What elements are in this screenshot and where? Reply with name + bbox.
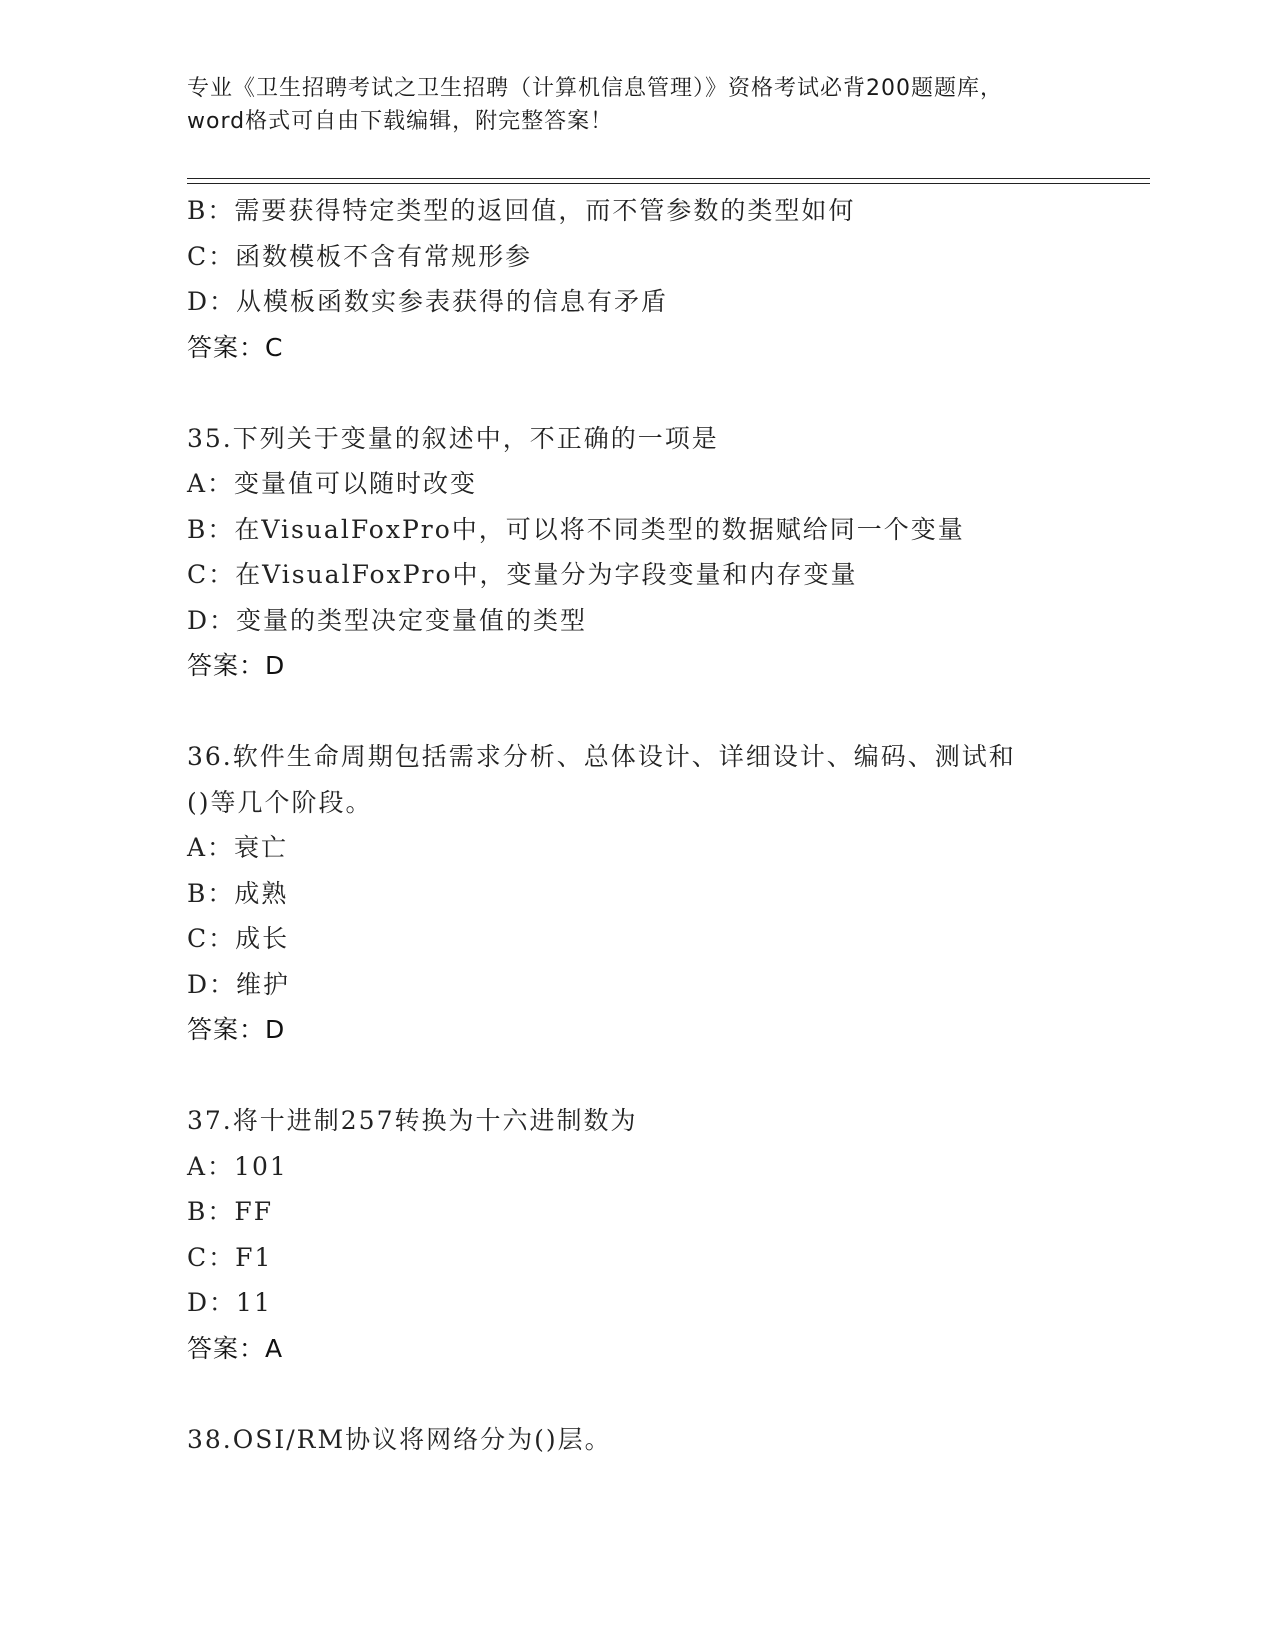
- q36-option-a: A：衰亡: [187, 833, 289, 862]
- q36-answer: 答案：D: [187, 1015, 286, 1044]
- spacer: [187, 689, 1127, 735]
- q37-option-c: C：F1: [187, 1242, 273, 1272]
- q36-option-b: B：成熟: [187, 878, 289, 908]
- question-37-block: [187, 1098, 1127, 1371]
- q34-option-d: D：从模板函数实参表获得的信息有矛盾: [187, 287, 669, 316]
- q34-option-c: C：函数模板不含有常规形参: [187, 241, 533, 271]
- spacer: [187, 370, 1127, 416]
- spacer: [187, 1053, 1127, 1099]
- q37-option-d: D：11: [187, 1288, 272, 1317]
- q35-option-c: C：在VisualFoxPro中，变量分为字段变量和内存变量: [187, 560, 858, 589]
- header-divider-top: [187, 178, 1150, 179]
- document-header: [187, 72, 1087, 138]
- q34-answer: 答案：C: [187, 332, 284, 362]
- spacer: [187, 1371, 1127, 1417]
- q35-option-a: A：变量值可以随时改变: [187, 469, 478, 498]
- question-38-block: [187, 1417, 1127, 1463]
- q34-option-b: B：需要获得特定类型的返回值，而不管参数的类型如何: [187, 196, 856, 225]
- document-body: [187, 188, 1127, 1462]
- q35-answer: 答案：D: [187, 651, 286, 680]
- question-36-block: [187, 734, 1127, 1053]
- q37-question: 37.将十进制257转换为十六进制数为: [187, 1106, 638, 1135]
- q36-question-line-2: ()等几个阶段。: [187, 787, 373, 817]
- q35-question: 35.下列关于变量的叙述中，不正确的一项是: [187, 423, 719, 453]
- q37-option-b: B：FF: [187, 1197, 274, 1226]
- q36-question-line-1: 36.软件生命周期包括需求分析、总体设计、详细设计、编码、测试和: [187, 742, 1016, 771]
- question-35-block: [187, 416, 1127, 689]
- q38-question: 38.OSI/RM协议将网络分为()层。: [187, 1424, 612, 1454]
- header-divider-bottom: [187, 183, 1150, 184]
- q37-answer: 答案：A: [187, 1333, 284, 1363]
- q35-option-b: B：在VisualFoxPro中，可以将不同类型的数据赋给同一个变量: [187, 514, 965, 544]
- question-34-block: [187, 188, 1127, 370]
- header-title-line-1: 专业《卫生招聘考试之卫生招聘（计算机信息管理）》资格考试必背200题题库，: [187, 76, 1003, 101]
- q36-option-d: D：维护: [187, 969, 291, 999]
- q37-option-a: A：101: [187, 1151, 288, 1181]
- q35-option-d: D：变量的类型决定变量值的类型: [187, 605, 588, 635]
- header-title-line-2: word格式可自由下载编辑，附完整答案！: [187, 109, 614, 134]
- q36-option-c: C：成长: [187, 924, 290, 953]
